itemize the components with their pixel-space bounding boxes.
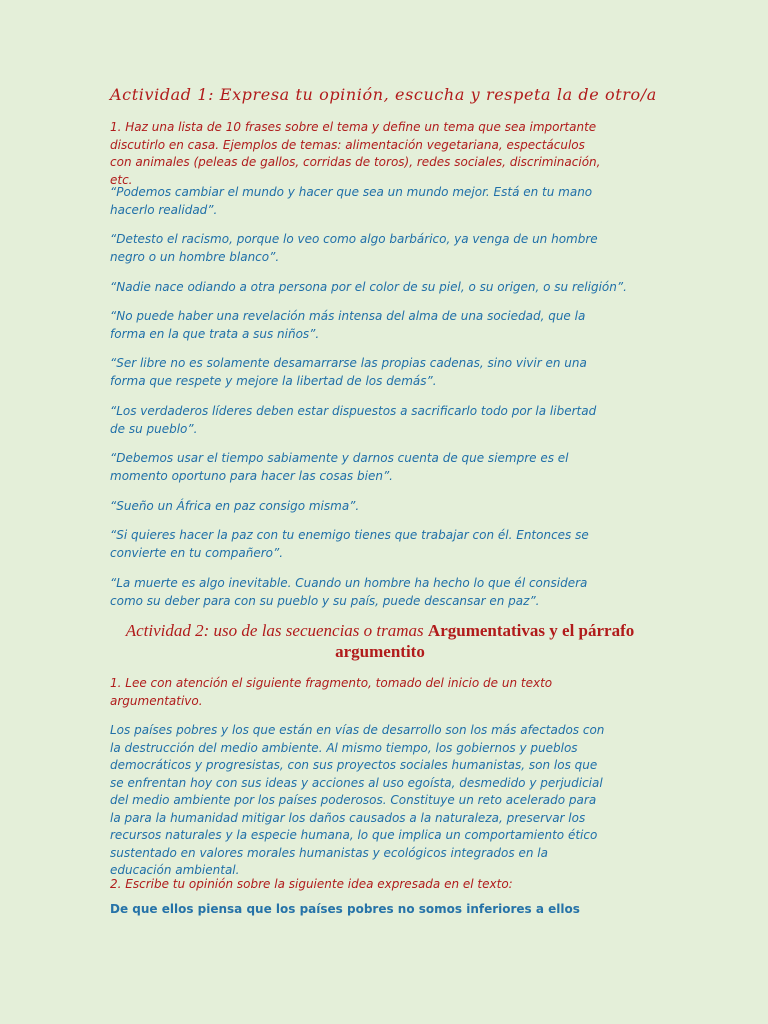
activity1-title: Actividad 1: Expresa tu opinión, escucha y respeta la de otro/a [110,85,657,104]
quote-9: “Si quieres hacer la paz con tu enemigo tienes que trabajar con él. Entonces se convierte en tu compañero”. [110,528,589,560]
quote-2: “Detesto el racismo, porque lo veo como algo barbárico, ya venga de un hombre negro o un hombre blanco”. [110,232,598,264]
activity2-instruction-2: 2. Escribe tu opinión sobre la siguiente idea expresada en el texto: [110,877,513,891]
activity2-title [100,620,660,662]
opinion-answer: De que ellos piensa que los países pobres no somos inferiores a ellos [110,902,580,916]
quote-3: “Nadie nace odiando a otra persona por el color de su piel, o su origen, o su religión”. [110,280,627,294]
quote-5: “Ser libre no es solamente desamarrarse las propias cadenas, sino vivir en una forma que respete y mejore la libertad de los demás”. [110,356,587,388]
activity2-title-bold: Argumentativas y el párrafo argumentito [335,621,635,661]
activity1-instruction: 1. Haz una lista de 10 frases sobre el tema y define un tema que sea importante discutirlo en casa. Ejemplos de temas: alimentación vegetariana, espectáculos con animales (peleas de gallos, corridas de toros), redes sociales, discriminación, etc. [110,120,601,187]
quote-6: “Los verdaderos líderes deben estar dispuestos a sacrificarlo todo por la libertad de su pueblo”. [110,404,597,436]
quote-8: “Sueño un África en paz consigo misma”. [110,499,360,513]
quote-1: “Podemos cambiar el mundo y hacer que sea un mundo mejor. Está en tu mano hacerlo realidad”. [110,185,593,217]
quote-4: “No puede haber una revelación más intensa del alma de una sociedad, que la forma en la que trata a sus niños”. [110,309,586,341]
quote-7: “Debemos usar el tiempo sabiamente y darnos cuenta de que siempre es el momento oportuno para hacer las cosas bien”. [110,451,569,483]
argumentative-fragment: Los países pobres y los que están en vías de desarrollo son los más afectados con la destrucción del medio ambiente. Al mismo tiempo, los gobiernos y pueblos democráticos y progresistas, con sus proyectos sociales humanistas, son los que se enfrentan hoy con sus ideas y acciones al uso egoísta, desmedido y perjudicial del medio ambiente por los países poderosos. Constituye un reto acelerado para la para la humanidad mitigar los daños causados a la naturaleza, preservar los recursos naturales y la especie humana, lo que implica un comportamiento ético sustentado en valores morales humanistas y ecológicos integrados en la educación ambiental. [110,723,605,877]
quote-10: “La muerte es algo inevitable. Cuando un hombre ha hecho lo que él considera como su deber para con su pueblo y su país, puede descansar en paz”. [110,576,588,608]
activity2-title-italic: Actividad 2: uso de las secuencias o tramas [125,621,424,640]
activity2-instruction-1: 1. Lee con atención el siguiente fragmento, tomado del inicio de un texto argumentativo. [110,676,553,708]
